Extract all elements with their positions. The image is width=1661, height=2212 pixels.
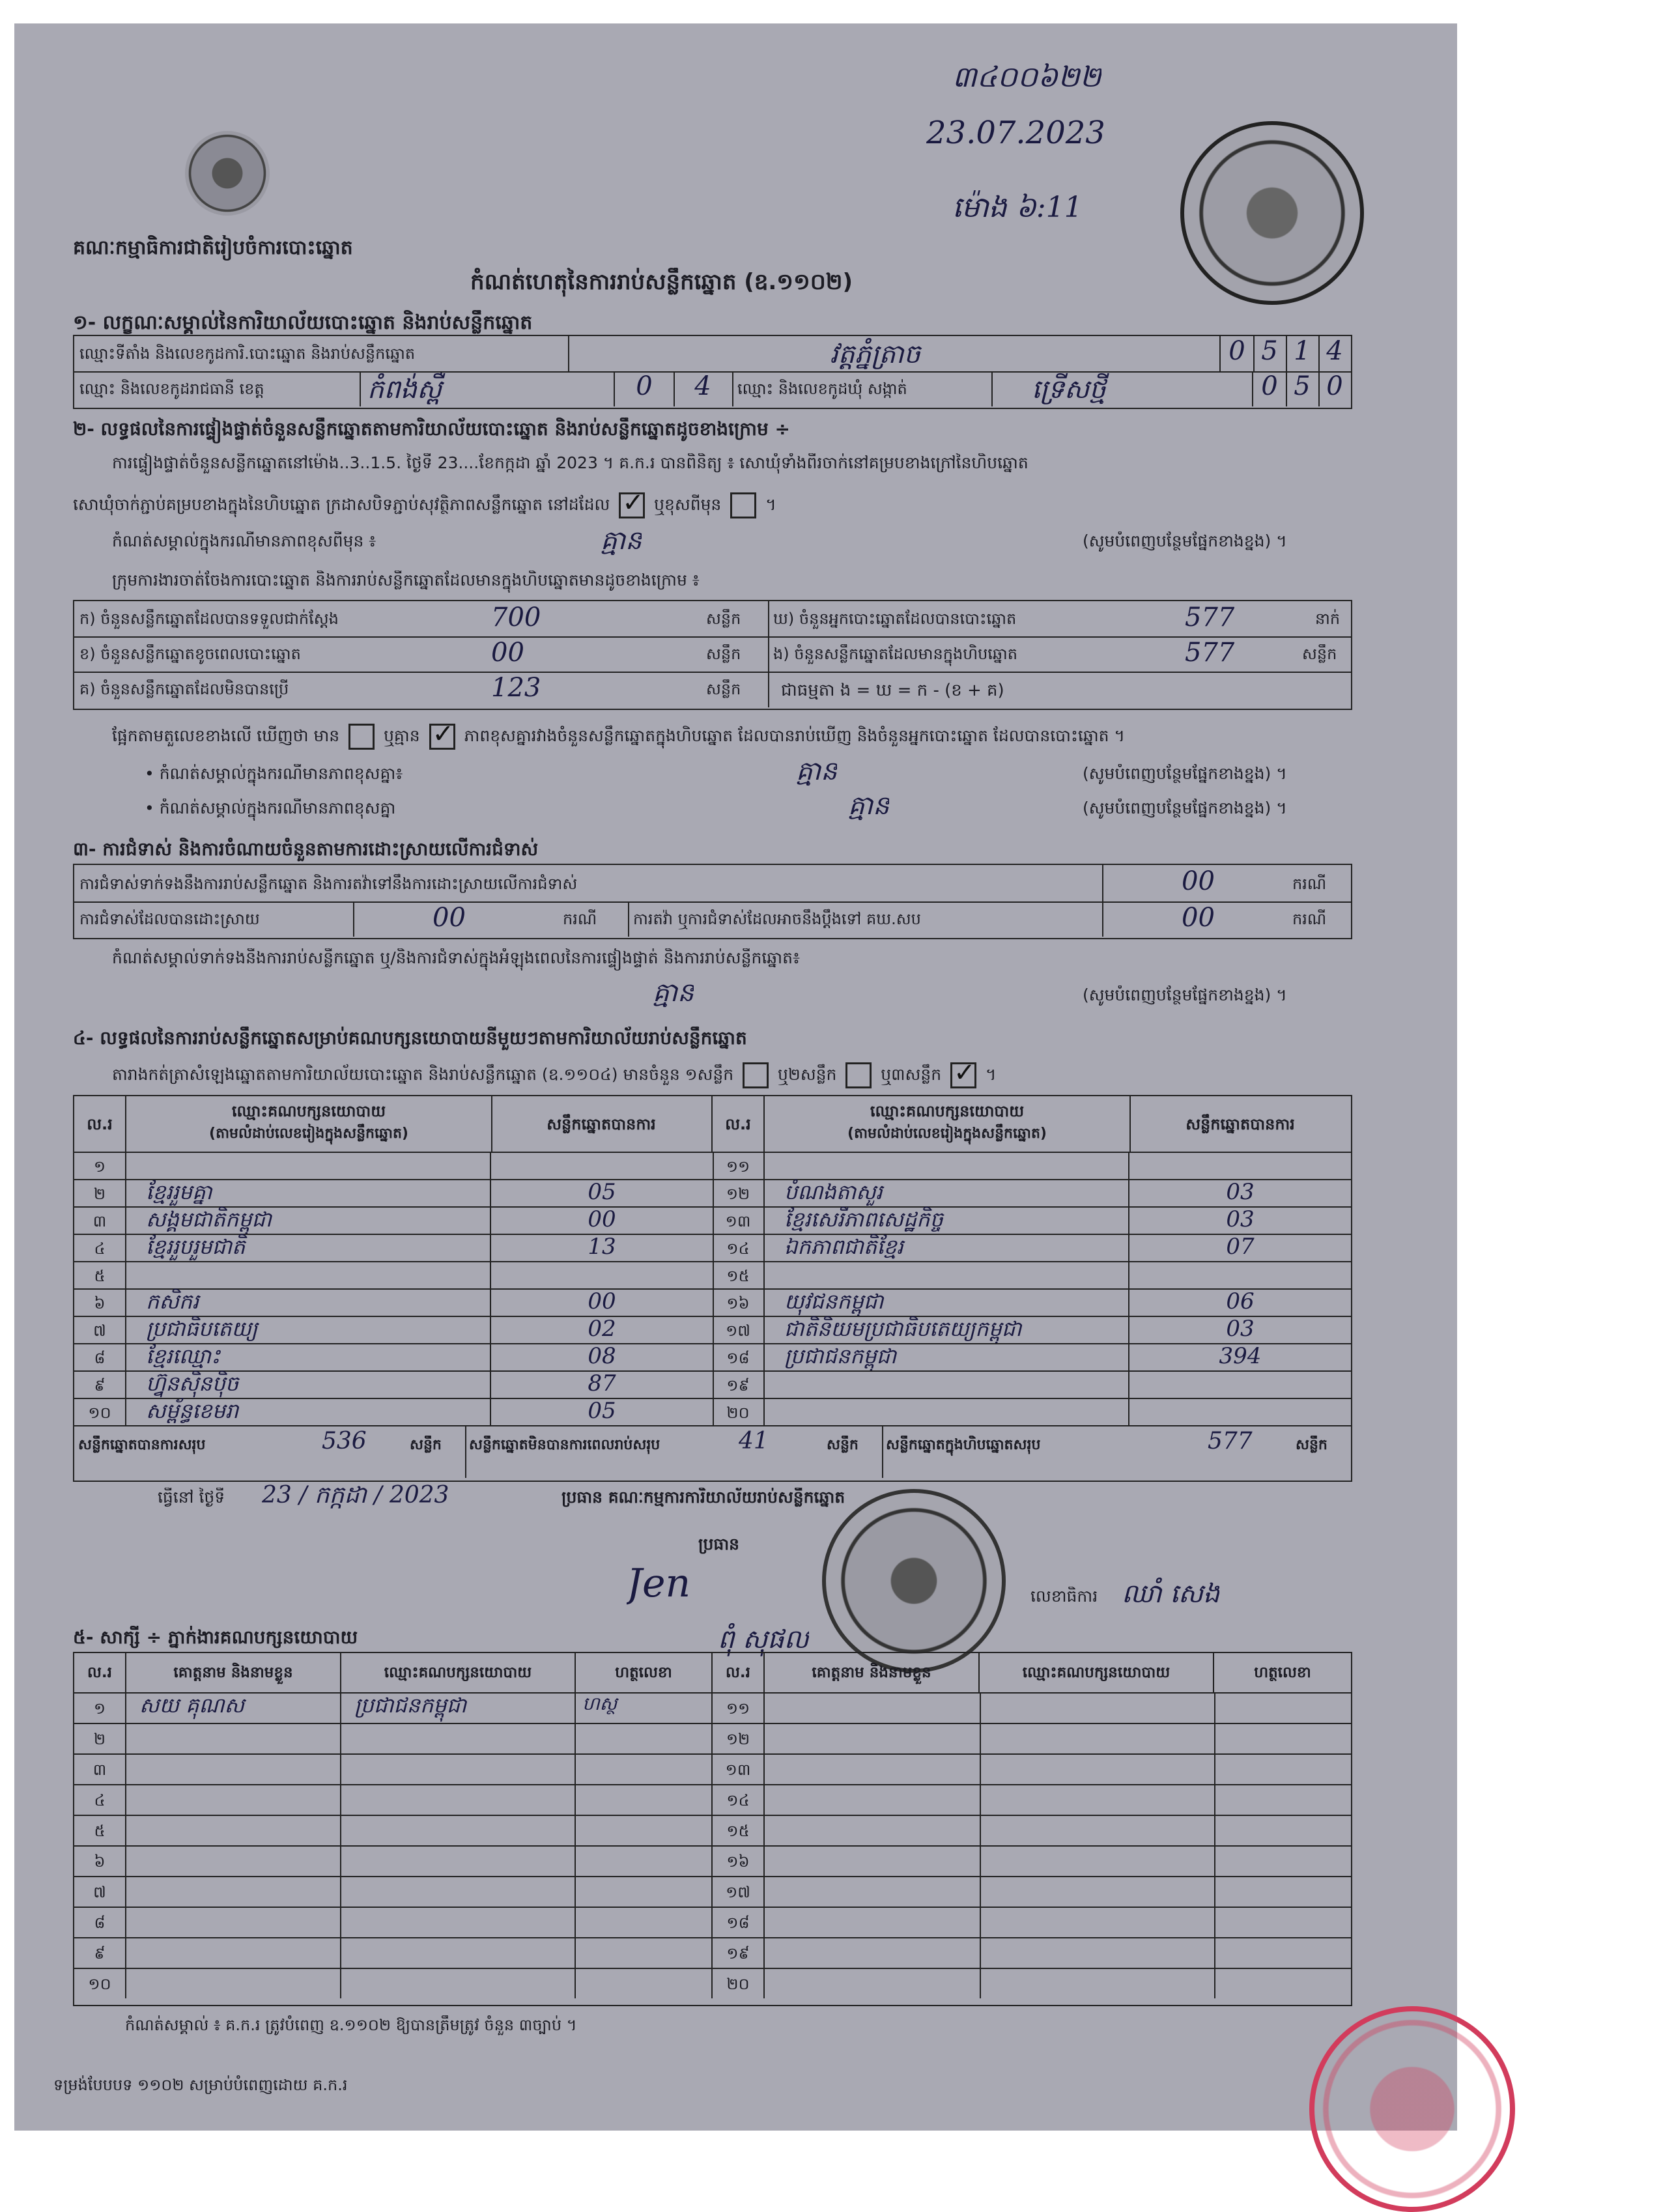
received-ballots-value: 700 — [491, 603, 541, 632]
witness-name — [126, 1876, 341, 1907]
voters-label: ឃ) ចំនួនអ្នកបោះឆ្នោតដែលបានបោះឆ្នោត — [773, 610, 1017, 628]
witness-party — [980, 1815, 1215, 1845]
witness-name — [765, 1937, 981, 1968]
result-party — [126, 1152, 491, 1179]
location-code-4: 4 — [1326, 336, 1343, 366]
result-votes: 13 — [491, 1234, 714, 1261]
witness-no: ១ — [74, 1692, 126, 1723]
header-no: ល.រ — [74, 1096, 126, 1152]
witness-name — [126, 1815, 341, 1845]
witness-name — [765, 1723, 981, 1753]
witness-name — [765, 1845, 981, 1876]
done-date: 23 / កក្កដា / 2023 — [262, 1482, 449, 1509]
results-row — [74, 1179, 1351, 1208]
difference-note-label: • កំណត់សម្គាល់ក្នុងករណីមានភាពខុសគ្នា៖ — [145, 764, 403, 783]
result-votes: 05 — [491, 1398, 714, 1425]
verification-text-2-label: សោឃុំចាក់ភ្ជាប់គម្របខាងក្នុងនៃហិបឆ្នោត ក្រដាសបិទភ្ជាប់សុវត្ថិភាពសន្លឹកឆ្នោត នៅដដែល — [73, 495, 610, 514]
unused-ballots-label: គ) ចំនួនសន្លឹកឆ្នោតដែលមិនបានប្រើ — [79, 680, 289, 698]
witness-name — [765, 1784, 981, 1815]
witness-signature — [576, 1723, 713, 1753]
witness-name — [765, 1815, 981, 1845]
box-ballots-value: 577 — [1185, 638, 1235, 668]
section2-heading: ២- លទ្ធផលនៃការផ្ទៀងផ្ទាត់ចំនួនសន្លឹកឆ្នោតតាមការិយាល័យបោះឆ្នោត និងរាប់សន្លឹកឆ្នោតដូចខាងក្រោម ÷ — [73, 418, 790, 440]
commune-code-1: 0 — [1253, 371, 1287, 406]
header-party — [765, 1096, 1131, 1152]
witness-name — [765, 1907, 981, 1937]
witness-party — [980, 1723, 1215, 1753]
witness-no: ១៧ — [713, 1876, 765, 1907]
handwritten-code: ៣៤០០៦២២ — [952, 61, 1101, 94]
results-table — [73, 1095, 1352, 1482]
chief-signature: Jen — [627, 1561, 691, 1606]
header-party — [126, 1096, 492, 1152]
result-no: ៧ — [74, 1316, 126, 1343]
commune-value: ទ្រើសថ្មី — [993, 371, 1253, 406]
result-party: ខ្មែរសេរីភាពសេដ្ឋកិច្ច — [765, 1206, 1129, 1234]
three-sheets-label: ឬ៣សន្លឹក — [881, 1065, 942, 1084]
header-party-title: ឈ្មោះគណបក្សនយោបាយ — [870, 1102, 1025, 1120]
witness-signature — [1214, 1753, 1351, 1784]
result-votes — [1129, 1370, 1351, 1398]
witness-no: ៩ — [74, 1937, 126, 1968]
difference-label: ផ្អែកតាមតួលេខខាងលើ ឃើញថា មាន — [112, 726, 340, 745]
commune-code-3: 0 — [1326, 371, 1343, 401]
result-party: ប្រជាជនកម្ពុជា — [765, 1343, 1129, 1370]
witness-signature: ហស្ថ — [576, 1692, 713, 1723]
done-by: ប្រធាន គណៈកម្មការការិយាល័យរាប់សន្លឹកឆ្នោត — [561, 1488, 845, 1507]
invalid-total-label: សន្លឹកឆ្នោតមិនបានការពេលរាប់សរុប — [469, 1437, 660, 1453]
result-party — [765, 1152, 1129, 1179]
results-header — [74, 1096, 1351, 1153]
witness-row — [74, 1907, 1351, 1938]
result-no: ៦ — [74, 1288, 126, 1316]
result-no: ១៩ — [713, 1370, 765, 1398]
witness-name — [126, 1907, 341, 1937]
spoiled-ballots-unit: សន្លឹក — [706, 645, 741, 663]
result-votes: 02 — [491, 1316, 714, 1343]
no-difference-checkbox[interactable] — [429, 724, 455, 750]
invalid-total-value: 41 — [739, 1428, 769, 1454]
results-row — [74, 1234, 1351, 1262]
chief-name: ពុំ សុផល — [718, 1624, 809, 1654]
voters-unit: នាក់ — [1315, 610, 1341, 628]
secretary-label: លេខាធិការ — [1030, 1587, 1098, 1606]
header-party-subtitle: (តាមលំដាប់លេខរៀងក្នុងសន្លឹកឆ្នោត) — [209, 1126, 408, 1142]
witness-row — [74, 1723, 1351, 1755]
witness-name — [126, 1968, 341, 1998]
witness-name — [765, 1692, 981, 1723]
result-no: ១២ — [713, 1179, 765, 1206]
result-party — [765, 1370, 1129, 1398]
box-total-cell — [882, 1425, 1351, 1478]
ballot-count-table — [73, 600, 1352, 710]
witness-party — [980, 1692, 1215, 1723]
witness-no: ៦ — [74, 1845, 126, 1876]
appeal-value: 00 — [1182, 903, 1215, 933]
witness-party — [980, 1784, 1215, 1815]
results-row — [74, 1370, 1351, 1399]
result-votes — [1129, 1261, 1351, 1288]
result-party: ខ្មែររួបរួមជាតិ — [126, 1234, 491, 1261]
result-votes — [1129, 1398, 1351, 1425]
header-votes: សន្លឹកឆ្នោតបានការ — [1185, 1115, 1295, 1133]
witness-header-no: ល.រ — [713, 1653, 765, 1692]
results-row — [74, 1206, 1351, 1235]
result-votes — [491, 1152, 714, 1179]
formula-text: ជាធម្មតា ង = ឃ = ក - (ខ + គ) — [781, 681, 1004, 700]
witness-row — [74, 1753, 1351, 1785]
witness-signature — [576, 1845, 713, 1876]
witness-signature — [1214, 1692, 1351, 1723]
spoiled-ballots-label: ខ) ចំនួនសន្លឹកឆ្នោតខូចពេលបោះឆ្នោត — [79, 645, 301, 663]
result-party: យុវជនកម្ពុជា — [765, 1288, 1129, 1316]
changed-checkbox[interactable] — [730, 492, 756, 518]
unchanged-checkbox[interactable] — [619, 492, 645, 518]
result-no: ២ — [74, 1179, 126, 1206]
witness-party — [341, 1845, 576, 1876]
witness-name — [765, 1968, 981, 1998]
box-total-unit: សន្លឹក — [1296, 1437, 1327, 1453]
result-party: សម្ព័ន្ធខេមរា — [126, 1398, 491, 1425]
result-votes: 00 — [491, 1206, 714, 1234]
location-code-3: 1 — [1286, 336, 1320, 371]
witness-name — [126, 1753, 341, 1784]
witness-signature — [576, 1876, 713, 1907]
result-party: ខ្មែរឈ្មោះ — [126, 1343, 491, 1370]
witness-no: ៨ — [74, 1907, 126, 1937]
complaints-table — [73, 864, 1352, 939]
result-party: ជាតិនិយមប្រជាធិបតេយ្យកម្ពុជា — [765, 1316, 1129, 1343]
resolved-value: 00 — [433, 903, 466, 933]
header-no: ល.រ — [713, 1096, 765, 1152]
result-no: ១៧ — [713, 1316, 765, 1343]
change-note-label: កំណត់សម្គាល់ក្នុងករណីមានភាពខុសពីមុន ៖ — [112, 532, 376, 550]
spoiled-ballots-value: 00 — [491, 638, 524, 668]
two-sheets-label: ឬ២សន្លឹក — [778, 1065, 837, 1084]
witness-no: ១០ — [74, 1968, 126, 1998]
handwritten-date: 23.07.2023 — [926, 115, 1105, 151]
witness-party — [341, 1723, 576, 1753]
witness-signature — [576, 1784, 713, 1815]
org-name: គណៈកម្មាធិការជាតិរៀបចំការបោះឆ្នោត — [73, 236, 353, 259]
witness-no: ៥ — [74, 1815, 126, 1845]
complaints-value: 00 — [1182, 866, 1215, 896]
location-label: ឈ្មោះទីតាំង និងលេខកូដការិ.បោះឆ្នោត និងរាប់សន្លឹកឆ្នោត — [74, 336, 569, 371]
valid-total-value: 536 — [322, 1428, 367, 1454]
witness-no: ១១ — [713, 1692, 765, 1723]
invalid-total-cell — [465, 1425, 883, 1478]
result-party: ហ្វ៊ុនស៊ិនប៉ិច — [126, 1370, 491, 1398]
witness-name: សយ គុណស — [126, 1692, 341, 1723]
witness-no: ៣ — [74, 1753, 126, 1784]
result-no: ១៦ — [713, 1288, 765, 1316]
witness-signature — [1214, 1723, 1351, 1753]
unused-ballots-value: 123 — [491, 673, 541, 703]
witness-signature — [1214, 1968, 1351, 1998]
results-row — [74, 1343, 1351, 1372]
result-votes: 06 — [1226, 1288, 1255, 1314]
received-ballots-unit: សន្លឹក — [706, 610, 741, 628]
done-at-label: ធ្វើនៅ ថ្ងៃទី — [158, 1488, 225, 1507]
invalid-total-unit: សន្លឹក — [827, 1437, 859, 1453]
witness-party — [980, 1876, 1215, 1907]
result-votes: 87 — [491, 1370, 714, 1398]
witness-name — [126, 1723, 341, 1753]
witness-header-sign: ហត្ថលេខា — [1254, 1664, 1311, 1681]
result-no: ៣ — [74, 1206, 126, 1234]
results-row — [74, 1261, 1351, 1290]
witness-header-sign: ហត្ថលេខា — [576, 1653, 713, 1692]
nec-emblem — [185, 131, 270, 216]
voters-value: 577 — [1185, 603, 1235, 632]
result-no: ១៣ — [713, 1206, 765, 1234]
witness-party — [341, 1784, 576, 1815]
witness-party — [341, 1753, 576, 1784]
page-title: កំណត់ហេតុនៃការរាប់សន្លឹកឆ្នោត (ឧ.១១០២) — [470, 269, 853, 295]
section1-table — [73, 335, 1352, 409]
appeal-label: ការតវ៉ា ឬការជំទាស់ដែលអាចនឹងប្តឹងទៅ គឃ.សប — [628, 901, 1103, 937]
witness-no: ២០ — [713, 1968, 765, 1998]
witness-no: ១២ — [713, 1723, 765, 1753]
result-no: ៥ — [74, 1261, 126, 1288]
tally-sheets-label: តារាងកត់ត្រាសំឡេងឆ្នោតតាមការិយាល័យបោះឆ្នោត និងរាប់សន្លឹកឆ្នោត (ឧ.១១០៤) មានចំនួន ១សន្លឹក — [112, 1065, 734, 1084]
header-party-title: ឈ្មោះគណបក្សនយោបាយ — [231, 1102, 386, 1120]
difference-description: ភាពខុសគ្នារវាងចំនួនសន្លឹកឆ្នោតក្នុងហិបឆ្នោត ដែលបានរាប់ឃើញ និងចំនួនអ្នកបោះឆ្នោត ដែលបានបោះឆ្នោត ។ — [464, 726, 1125, 745]
result-no: ១ — [74, 1152, 126, 1179]
difference-text — [112, 724, 1125, 750]
result-party: ខ្មែររួមគ្នា — [126, 1179, 491, 1206]
result-party — [126, 1261, 491, 1288]
witness-header-party: ឈ្មោះគណបក្សនយោបាយ — [980, 1653, 1214, 1692]
witness-signature — [1214, 1876, 1351, 1907]
result-no: ៨ — [74, 1343, 126, 1370]
committee-seal — [822, 1489, 1006, 1673]
witness-row — [74, 1937, 1351, 1969]
other-note-label: • កំណត់សម្គាល់ក្នុងករណីមានភាពខុសគ្នា — [145, 799, 396, 817]
witness-signature — [576, 1753, 713, 1784]
section1-heading: ១- លក្ខណៈសម្គាល់នៃការិយាល័យបោះឆ្នោត និងរាប់សន្លឹកឆ្នោត — [73, 311, 533, 334]
changed-label: ឬខុសពីមុន — [654, 495, 722, 514]
result-no: ១៥ — [713, 1261, 765, 1288]
witness-name — [126, 1845, 341, 1876]
one-sheet-checkbox[interactable] — [743, 1062, 769, 1088]
resolved-label: ការជំទាស់ដែលបានដោះស្រាយ — [74, 901, 354, 937]
witness-no: ១៨ — [713, 1907, 765, 1937]
witness-party — [341, 1968, 576, 1998]
two-sheets-checkbox[interactable] — [845, 1062, 872, 1088]
box-total-label: សន្លឹកឆ្នោតក្នុងហិបឆ្នោតសរុប — [886, 1437, 1041, 1453]
result-party: សង្គមជាតិកម្ពុជា — [126, 1206, 491, 1234]
witness-name — [765, 1753, 981, 1784]
witness-no: ២ — [74, 1723, 126, 1753]
secretary-name: ឈាំ សេង — [1122, 1579, 1220, 1609]
location-code-1: 0 — [1221, 336, 1255, 371]
three-sheets-checkbox[interactable] — [950, 1062, 976, 1088]
results-row — [74, 1316, 1351, 1344]
witness-signature — [576, 1907, 713, 1937]
tally-sheets-text: តារាងកត់ត្រាសំឡេងឆ្នោតតាមការិយាល័យបោះឆ្នោត និងរាប់សន្លឹកឆ្នោត (ឧ.១១០៤) មានចំនួន ១សន្លឹក ឬ២សន្លឹក ឬ៣សន្លឹក ✓ ។ — [112, 1062, 996, 1088]
result-votes: 03 — [1226, 1316, 1255, 1342]
witness-party — [980, 1968, 1215, 1998]
witness-signature — [1214, 1937, 1351, 1968]
unused-ballots-unit: សន្លឹក — [706, 680, 741, 698]
witness-signature — [576, 1937, 713, 1968]
result-no: ១០ — [74, 1398, 126, 1425]
complaints-unit: ករណី — [1292, 875, 1327, 893]
result-party — [765, 1398, 1129, 1425]
witness-no: ៤ — [74, 1784, 126, 1815]
box-ballots-unit: សន្លឹក — [1302, 645, 1337, 663]
resolved-unit: ករណី — [563, 910, 597, 928]
result-votes: 08 — [491, 1343, 714, 1370]
result-no: ៤ — [74, 1234, 126, 1261]
witness-no: ១៤ — [713, 1784, 765, 1815]
witness-signature — [1214, 1845, 1351, 1876]
witness-signature — [576, 1815, 713, 1845]
result-votes: 394 — [1219, 1343, 1262, 1369]
result-no: ១៨ — [713, 1343, 765, 1370]
province-code-1: 0 — [615, 371, 675, 406]
complaints-label: ការជំទាស់ទាក់ទងនឹងការរាប់សន្លឹកឆ្នោត និងការតវ៉ាទៅនឹងការដោះស្រាយលើការជំទាស់ — [74, 865, 1103, 901]
result-no: ២០ — [713, 1398, 765, 1425]
other-note-fill: (សូមបំពេញបន្ថែមផ្នែកខាងខ្នង) ។ — [1083, 799, 1287, 817]
result-no: ១៤ — [713, 1234, 765, 1261]
results-row — [74, 1152, 1351, 1180]
header-party-subtitle: (តាមលំដាប់លេខរៀងក្នុងសន្លឹកឆ្នោត) — [847, 1126, 1047, 1142]
witness-name — [765, 1876, 981, 1907]
difference-note-fill: (សូមបំពេញបន្ថែមផ្នែកខាងខ្នង) ។ — [1083, 764, 1287, 783]
box-total-value: 577 — [1208, 1428, 1253, 1454]
commune-code-2: 5 — [1286, 371, 1320, 406]
witness-row — [74, 1815, 1351, 1847]
footnote: កំណត់សម្គាល់ ៖ គ.ក.រ ត្រូវបំពេញ ឧ.១១០២ ឱ្យបានត្រឹមត្រូវ ចំនួន ៣ច្បាប់ ។ — [125, 2016, 577, 2034]
witness-party — [980, 1937, 1215, 1968]
no-difference-label: ឬគ្មាន — [384, 726, 420, 745]
results-row — [74, 1288, 1351, 1317]
witness-party — [341, 1907, 576, 1937]
complaint-note-label: កំណត់សម្គាល់ទាក់ទងនឹងការរាប់សន្លឹកឆ្នោត ឬ/និងការជំទាស់ក្នុងអំឡុងពេលនៃការផ្ទៀងផ្ទាត់ និងការរាប់សន្លឹកឆ្នោត៖ — [112, 948, 800, 967]
result-no: ១១ — [713, 1152, 765, 1179]
witness-party — [980, 1845, 1215, 1876]
witness-row — [74, 1784, 1351, 1816]
witness-name — [126, 1784, 341, 1815]
witness-header-no: ល.រ — [74, 1653, 126, 1692]
official-seal — [1180, 121, 1364, 305]
complaint-note-fill: (សូមបំពេញបន្ថែមផ្នែកខាងខ្នង) ។ — [1083, 985, 1287, 1004]
complaint-note-value: គ្មាន — [653, 978, 694, 1008]
section5-heading: ៥- សាក្សី ÷ ភ្នាក់ងារគណបក្សនយោបាយ — [73, 1626, 358, 1648]
province-label: ឈ្មោះ និងលេខកូដរាជធានី ខេត្ត — [74, 371, 361, 406]
witness-no: ៧ — [74, 1876, 126, 1907]
received-ballots-label: ក) ចំនួនសន្លឹកឆ្នោតដែលបានទទួលជាក់ស្តែង — [79, 610, 339, 628]
witness-table — [73, 1652, 1352, 2006]
witness-signature — [1214, 1815, 1351, 1845]
red-stamp — [1309, 2006, 1515, 2212]
witness-header — [74, 1653, 1351, 1694]
chief-label: ប្រធាន — [698, 1535, 739, 1553]
witness-party — [341, 1937, 576, 1968]
valid-total-unit: សន្លឹក — [410, 1437, 442, 1453]
witness-party — [980, 1753, 1215, 1784]
appeal-unit: ករណី — [1292, 910, 1327, 928]
team-text: ក្រុមការងារចាត់ចែងការបោះឆ្នោត និងការរាប់សន្លឹកឆ្នោតដែលមានក្នុងហិបឆ្នោតមានដូចខាងក្រោម ៖ — [112, 571, 700, 589]
header-votes: សន្លឹកឆ្នោតបានការ — [491, 1096, 713, 1152]
result-votes: 07 — [1226, 1234, 1255, 1260]
location-code-2: 5 — [1253, 336, 1287, 371]
section4-heading: ៤- លទ្ធផលនៃការរាប់សន្លឹកឆ្នោតសម្រាប់គណបក្សនយោបាយនីមួយៗតាមការិយាល័យរាប់សន្លឹកឆ្នោត — [73, 1027, 747, 1049]
witness-no: ១៣ — [713, 1753, 765, 1784]
has-difference-checkbox[interactable] — [348, 724, 375, 750]
difference-note-value: គ្មាន — [796, 756, 838, 786]
witness-party: ប្រជាជនកម្ពុជា — [341, 1692, 576, 1723]
valid-total-cell — [74, 1425, 466, 1478]
change-note-value: គ្មាន — [601, 526, 642, 556]
witness-row — [74, 1968, 1351, 1998]
box-ballots-label: ង) ចំនួនសន្លឹកឆ្នោតដែលមានក្នុងហិបឆ្នោត — [773, 645, 1017, 663]
witness-no: ១៦ — [713, 1845, 765, 1876]
result-party: កសិករ — [126, 1288, 491, 1316]
change-note-fill-more: (សូមបំពេញបន្ថែមផ្នែកខាងខ្នង) ។ — [1083, 532, 1287, 550]
witness-name — [126, 1937, 341, 1968]
location-value: វត្តភ្នំត្រាច — [569, 336, 1221, 371]
result-votes — [1129, 1152, 1351, 1179]
result-votes: 03 — [1226, 1179, 1255, 1205]
witness-signature — [576, 1968, 713, 1998]
witness-signature — [1214, 1907, 1351, 1937]
other-note-value: គ្មាន — [848, 791, 890, 821]
section3-heading: ៣- ការជំទាស់ និងការចំណាយចំនួនតាមការដោះស្រាយលើការជំទាស់ — [73, 838, 539, 860]
result-votes: 05 — [491, 1179, 714, 1206]
witness-party — [980, 1907, 1215, 1937]
witness-header-party: ឈ្មោះគណបក្សនយោបាយ — [341, 1653, 576, 1692]
result-party — [765, 1261, 1129, 1288]
witness-header-name: គោត្តនាម និងនាមខ្លួន — [765, 1653, 980, 1692]
result-party: បំណងតាសួរ — [765, 1179, 1129, 1206]
result-votes: 03 — [1226, 1206, 1255, 1232]
result-party: ឯកភាពជាតិខ្មែរ — [765, 1234, 1129, 1261]
province-code-2: 4 — [674, 371, 733, 406]
witness-party — [341, 1815, 576, 1845]
witness-row — [74, 1876, 1351, 1908]
witness-no: ១៥ — [713, 1815, 765, 1845]
witness-signature — [1214, 1784, 1351, 1815]
result-votes: 00 — [491, 1288, 714, 1316]
witness-header-name: គោត្តនាម និងនាមខ្លួន — [126, 1653, 341, 1692]
document-sheet — [14, 23, 1457, 2131]
result-no: ៩ — [74, 1370, 126, 1398]
witness-party — [341, 1876, 576, 1907]
witness-row — [74, 1692, 1351, 1724]
province-value: កំពង់ស្ពឺ — [361, 371, 615, 406]
result-party: ប្រជាធិបតេយ្យ — [126, 1316, 491, 1343]
results-total-row — [74, 1425, 1351, 1478]
result-votes — [491, 1261, 714, 1288]
valid-total-label: សន្លឹកឆ្នោតបានការសរុប — [78, 1437, 206, 1453]
witness-row — [74, 1845, 1351, 1877]
verification-text-1: ការផ្ទៀងផ្ទាត់ចំនួនសន្លឹកឆ្នោតនៅម៉ោង..3..1.5. ថ្ងៃទី 23....ខែកក្កដា ឆ្នាំ 2023 ។ គ.ក.រ បានពិនិត្យ ៖ សោឃុំទាំងពីរចាក់នៅគម្របខាងក្រៅនៃហិបឆ្នោត — [112, 453, 1029, 472]
form-reference: ទម្រង់បែបបទ ១១០២ សម្រាប់បំពេញដោយ គ.ក.រ — [53, 2076, 348, 2094]
verification-text-2: សោឃុំចាក់ភ្ជាប់គម្របខាងក្នុងនៃហិបឆ្នោត ក្រដាសបិទភ្ជាប់សុវត្ថិភាពសន្លឹកឆ្នោត នៅដដែល ✓ ឬខុសពីមុន ។ — [73, 492, 776, 518]
commune-label: ឈ្មោះ និងលេខកូដឃុំ សង្កាត់ — [732, 371, 993, 406]
witness-no: ១៩ — [713, 1937, 765, 1968]
results-row — [74, 1398, 1351, 1426]
handwritten-time: ម៉ោង ៦:11 — [952, 191, 1083, 224]
